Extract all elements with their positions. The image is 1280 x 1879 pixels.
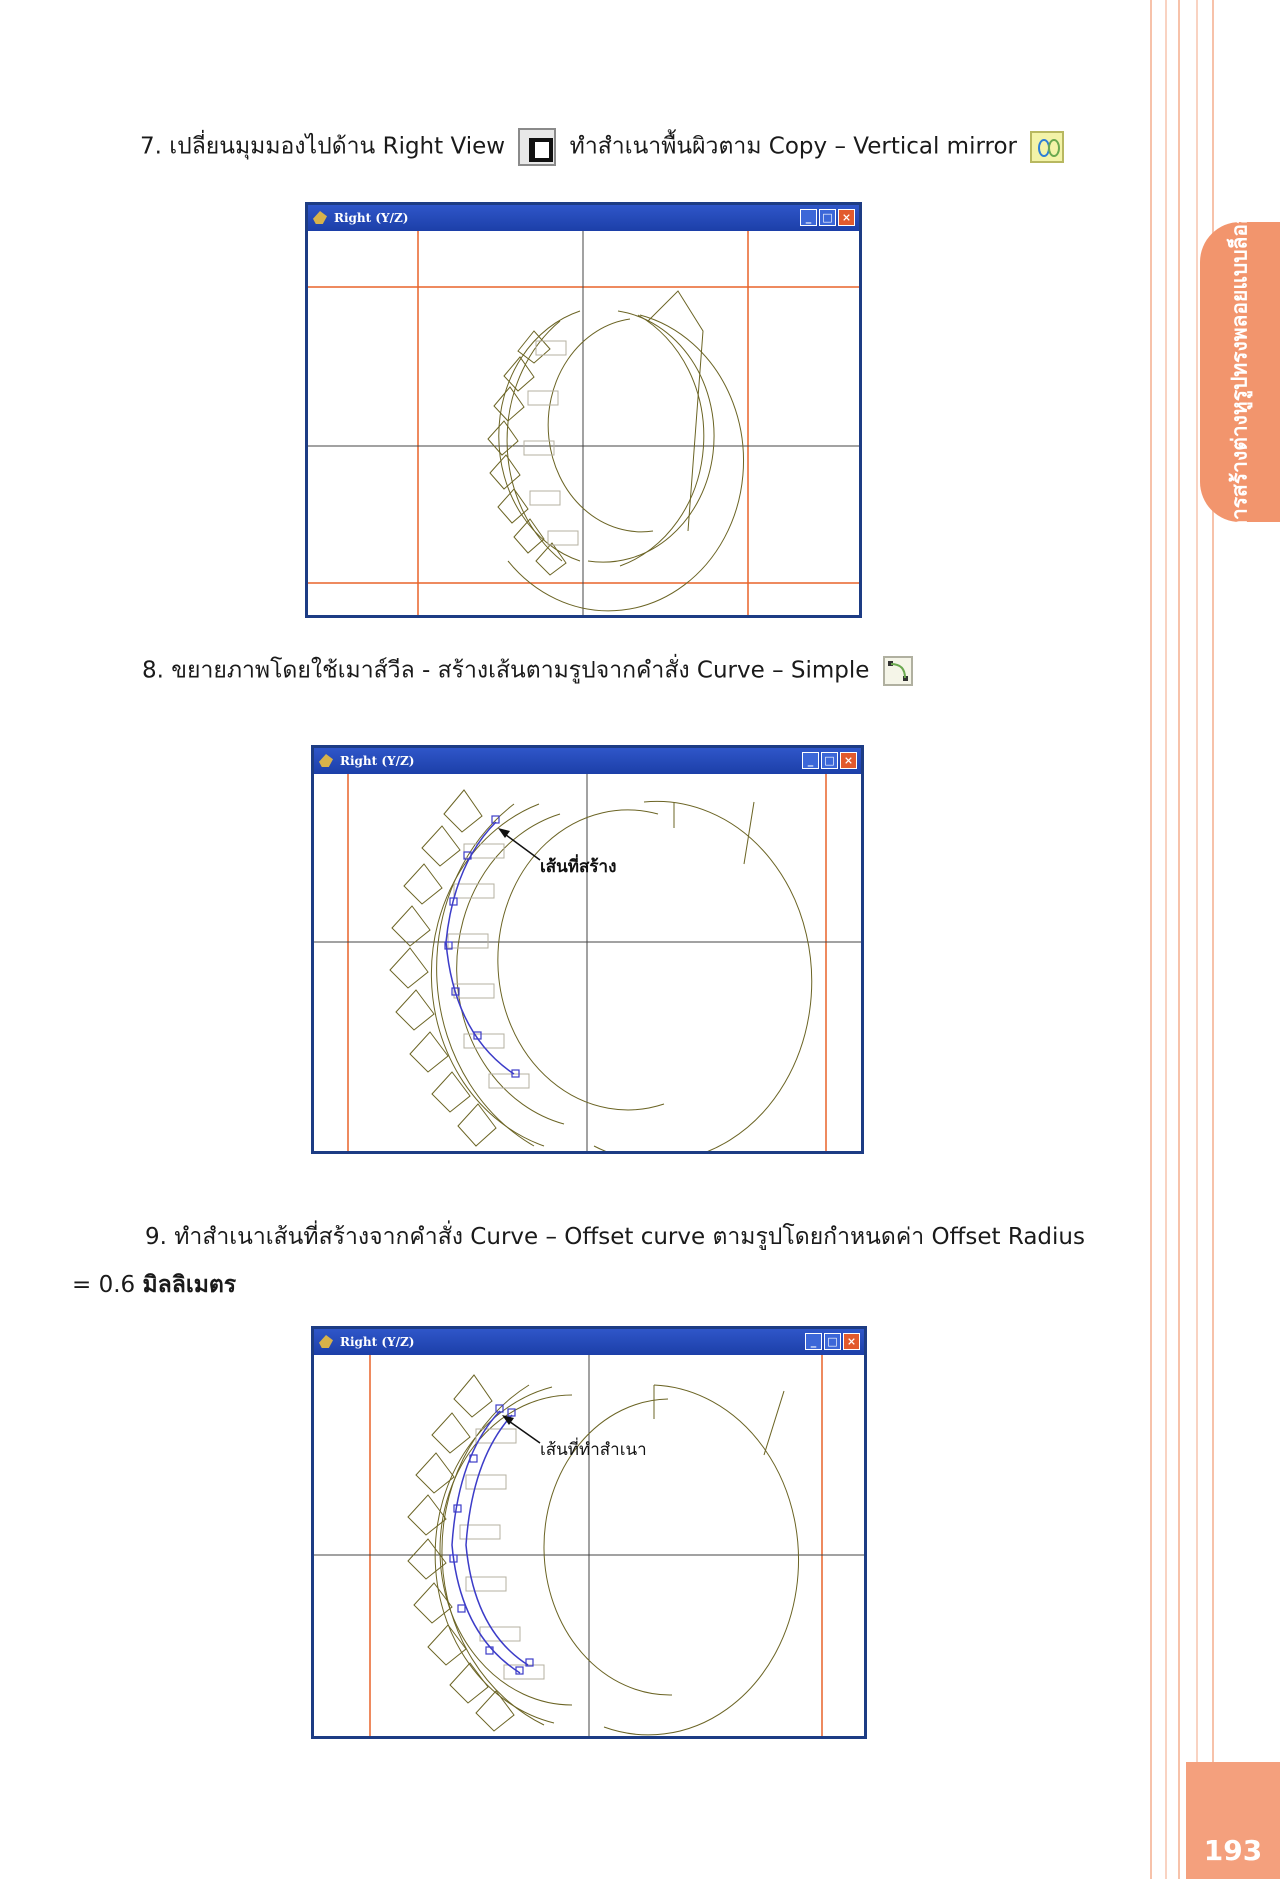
minimize-button[interactable]: _ xyxy=(805,1333,822,1350)
side-stripe xyxy=(1178,0,1180,1879)
step-9-text: 9. ทำสำเนาเส้นที่สร้างจากคำสั่ง Curve – Offset curve ตามรูปโดยกำหนดค่า Offset Radius xyxy=(145,1224,1085,1250)
viewport-window-right-2[interactable] xyxy=(311,745,864,1154)
step-7 xyxy=(140,128,1070,166)
close-button[interactable]: × xyxy=(843,1333,860,1350)
step-9-line-2 xyxy=(72,1272,236,1300)
step-7-text-b: ทำสำเนาพื้นผิวตาม Copy – Vertical mirror xyxy=(569,133,1017,160)
close-button[interactable]: × xyxy=(838,209,855,226)
step-7-text-a: 7. เปลี่ยนมุมมองไปด้าน Right View xyxy=(140,133,506,160)
step-8-text: 8. ขยายภาพโดยใช้เมาส์วีล - สร้างเส้นตามรูปจากคำสั่ง Curve – Simple xyxy=(142,657,870,684)
viewport-titlebar[interactable] xyxy=(308,205,859,231)
step-9-line-1 xyxy=(145,1224,1085,1252)
close-button[interactable]: × xyxy=(840,752,857,769)
viewport-title: Right (Y/Z) xyxy=(340,1335,415,1349)
maximize-button[interactable]: □ xyxy=(819,209,836,226)
page-number: 193 xyxy=(1203,1834,1263,1867)
viewport-app-icon xyxy=(313,211,327,224)
annotation-copied-curve: เส้นที่ทำสำเนา xyxy=(540,1440,647,1460)
chapter-tab-label: การสร้างต่างหูรูปทรงพลอยแบบล็อก xyxy=(1227,211,1252,533)
viewport-window-right-3[interactable] xyxy=(311,1326,867,1739)
maximize-button[interactable]: □ xyxy=(824,1333,841,1350)
step-8 xyxy=(142,656,919,686)
right-view-icon xyxy=(518,128,556,166)
viewport-title: Right (Y/Z) xyxy=(334,211,409,225)
side-stripe xyxy=(1165,0,1167,1879)
curve-simple-icon xyxy=(883,656,913,686)
minimize-button[interactable]: _ xyxy=(802,752,819,769)
vertical-mirror-icon xyxy=(1030,131,1064,163)
annotation-created-curve: เส้นที่สร้าง xyxy=(540,857,617,877)
side-stripe xyxy=(1196,0,1198,1879)
side-stripe xyxy=(1150,0,1152,1879)
viewport-title: Right (Y/Z) xyxy=(340,754,415,768)
viewport-app-icon xyxy=(319,754,333,767)
curve-simple-glyph xyxy=(885,658,911,684)
viewport-app-icon xyxy=(319,1335,333,1348)
minimize-button[interactable]: _ xyxy=(800,209,817,226)
maximize-button[interactable]: □ xyxy=(821,752,838,769)
viewport-canvas[interactable] xyxy=(314,774,861,1151)
viewport-titlebar[interactable] xyxy=(314,748,861,774)
viewport-titlebar[interactable] xyxy=(314,1329,864,1355)
viewport-canvas[interactable] xyxy=(308,231,859,615)
step-9-value: = 0.6 xyxy=(72,1272,136,1298)
viewport-canvas[interactable] xyxy=(314,1355,864,1736)
step-9-unit: มิลลิเมตร xyxy=(142,1272,237,1298)
viewport-window-right-1[interactable] xyxy=(305,202,862,618)
